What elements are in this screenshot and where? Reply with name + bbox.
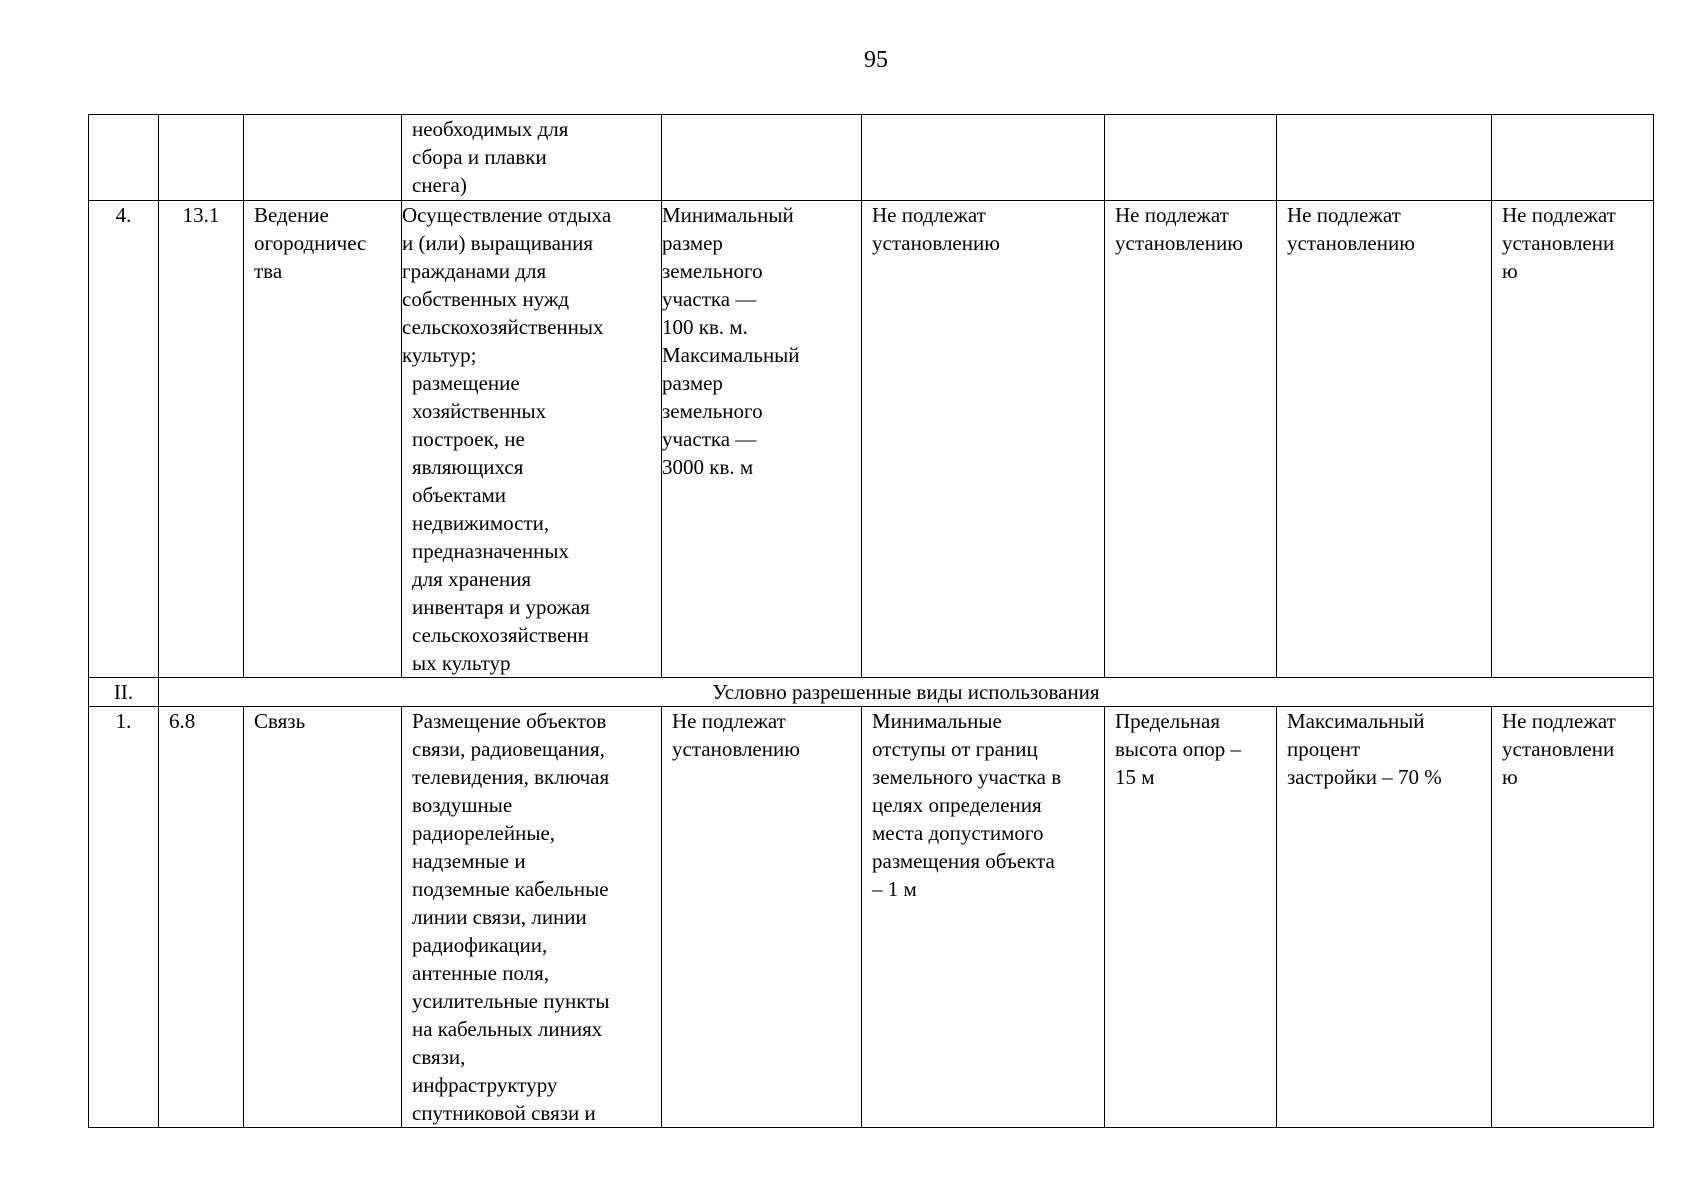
cell-num: 4.	[89, 201, 159, 678]
cell-description: Размещение объектов связи, радиовещания, телевидения, включая воздушные радиорелейные, надземные и подземные кабельные линии связи, линии радиофикации, антенные поля, усилительные пункты на кабельных линиях связи, инфраструктуру спутниковой связи и	[402, 707, 662, 1128]
cell-plot-size	[662, 115, 862, 201]
cell-plot-size: Не подлежат установлению	[662, 707, 862, 1128]
cell-other: Не подлежат установлени ю	[1492, 201, 1654, 678]
section-num: II.	[89, 678, 159, 707]
cell-coverage: Максимальный процент застройки – 70 %	[1277, 707, 1492, 1128]
cell-coverage	[1277, 115, 1492, 201]
table-row-4	[89, 201, 1654, 678]
cell-code	[159, 115, 244, 201]
cell-coverage: Не подлежат установлению	[1277, 201, 1492, 678]
cell-name: Связь	[244, 707, 402, 1128]
table-row-continuation	[89, 115, 1654, 201]
cell-setbacks	[862, 115, 1105, 201]
cell-setbacks: Не подлежат установлению	[862, 201, 1105, 678]
cell-num	[89, 115, 159, 201]
page-number: 95	[864, 47, 888, 73]
table-row-1	[89, 707, 1654, 1128]
cell-other	[1492, 115, 1654, 201]
cell-setbacks: Минимальные отступы от границ земельного участка в целях определения места допустимого размещения объекта – 1 м	[862, 707, 1105, 1128]
cell-name: Ведение огородничес тва	[244, 201, 402, 678]
cell-name	[244, 115, 402, 201]
cell-code: 6.8	[159, 707, 244, 1128]
description-main: Осуществление отдыха и (или) выращивания гражданами для собственных нужд сельскохозяйственных культур;	[402, 203, 612, 367]
zoning-table	[88, 114, 1654, 1128]
cell-description: необходимых для сбора и плавки снега)	[402, 115, 662, 201]
cell-other: Не подлежат установлени ю	[1492, 707, 1654, 1128]
section-row-ii	[89, 678, 1654, 707]
description-tail: размещение хозяйственных построек, не являющихся объектами недвижимости, предназначенных для хранения инвентаря и урожая сельскохозяйственн ых культур	[412, 371, 590, 675]
cell-description	[402, 201, 662, 678]
cell-height: Предельная высота опор – 15 м	[1105, 707, 1277, 1128]
cell-num: 1.	[89, 707, 159, 1128]
cell-code: 13.1	[159, 201, 244, 678]
section-title: Условно разрешенные виды использования	[159, 678, 1654, 707]
cell-height	[1105, 115, 1277, 201]
cell-plot-size: Минимальный размер земельного участка — 100 кв. м. Максимальный размер земельного участка — 3000 кв. м	[662, 201, 862, 678]
cell-height: Не подлежат установлению	[1105, 201, 1277, 678]
